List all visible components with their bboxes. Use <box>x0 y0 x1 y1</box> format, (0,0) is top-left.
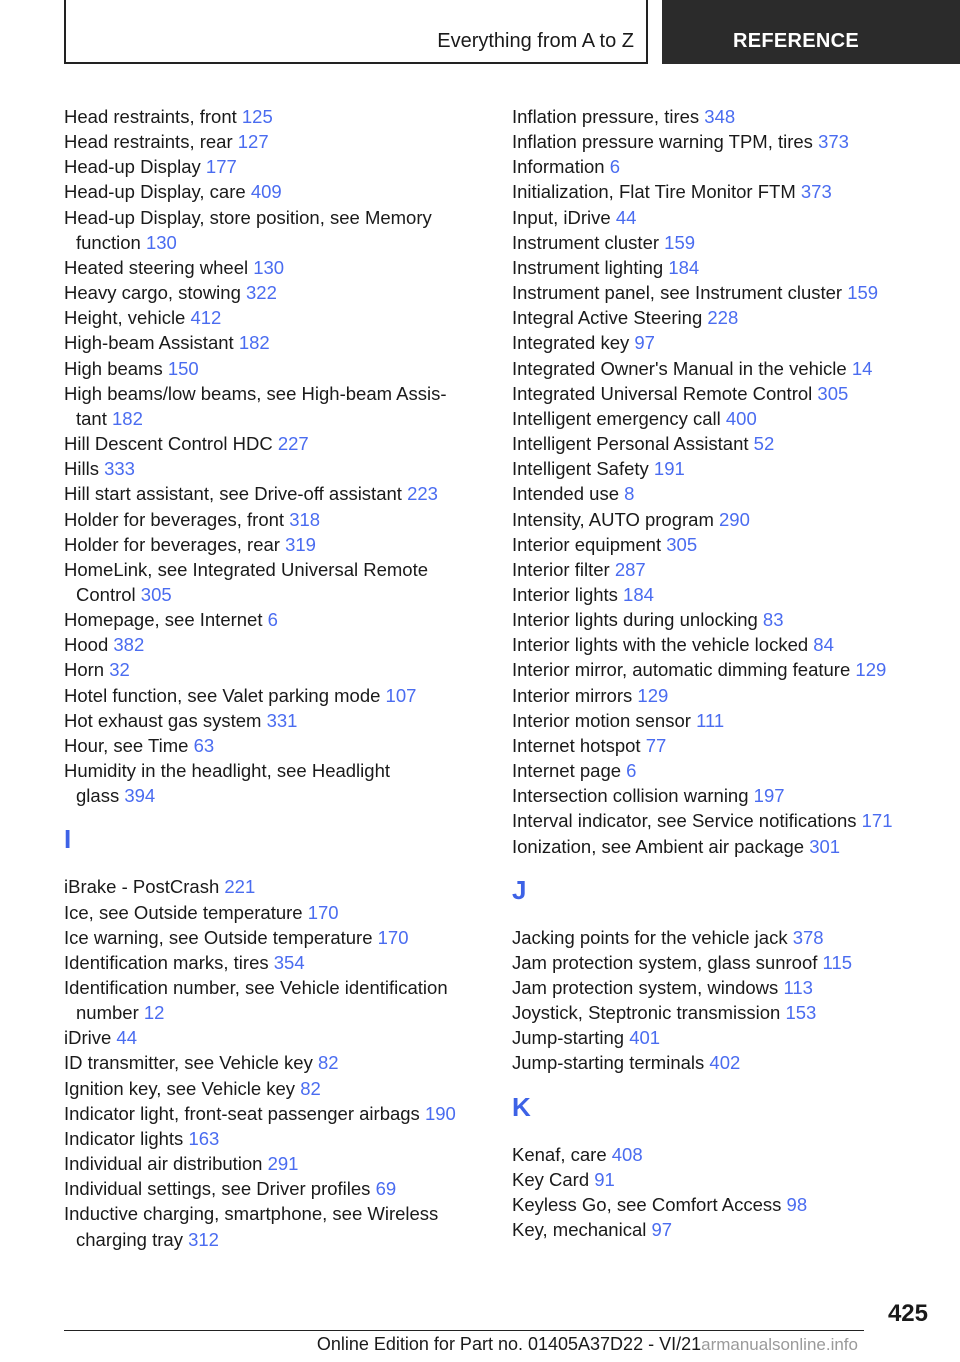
page-link[interactable]: 322 <box>246 282 277 304</box>
index-entry <box>512 1025 912 1050</box>
entry-text: Holder for beverages, rear <box>64 533 286 555</box>
entry-text: Hood <box>64 634 114 656</box>
entry-text: Integrated key <box>512 332 635 354</box>
section-letter: I <box>64 824 72 855</box>
entry-text: Interior lights with the vehicle locked <box>512 634 814 656</box>
page-link[interactable]: 150 <box>167 357 199 379</box>
page-link[interactable]: 182 <box>238 332 270 354</box>
entry-text: Interval indicator, see Service notifications <box>512 810 862 832</box>
page-link[interactable]: 97 <box>651 1219 673 1241</box>
page-link[interactable]: 184 <box>668 256 700 278</box>
index-entry <box>512 582 912 607</box>
page-link[interactable]: 130 <box>145 231 177 253</box>
index-entry <box>64 179 484 204</box>
page-link[interactable]: 184 <box>623 583 654 605</box>
index-entry <box>512 230 912 255</box>
entry-text: Internet hotspot <box>512 734 646 756</box>
entry-text: Interior lights <box>512 583 624 605</box>
entry-text: Interior motion sensor <box>512 709 697 731</box>
footer-watermark: armanualsonline.info <box>701 1335 858 1354</box>
page-link[interactable]: 12 <box>143 1002 165 1024</box>
page-link[interactable]: 228 <box>707 307 739 329</box>
index-entry <box>64 1126 484 1151</box>
page-link[interactable]: 32 <box>109 659 130 681</box>
index-entry <box>512 1217 912 1242</box>
index-entry <box>512 607 912 632</box>
index-entry <box>512 1167 912 1192</box>
page-link[interactable]: 129 <box>637 684 669 706</box>
entry-text: Input, iDrive <box>512 206 616 228</box>
entry-text: Jump-starting terminals <box>512 1052 710 1074</box>
page-link[interactable]: 291 <box>267 1153 299 1175</box>
page-link[interactable]: 125 <box>241 106 273 127</box>
index-entry <box>64 129 484 154</box>
page-link[interactable]: 348 <box>704 106 736 127</box>
index-entry <box>64 874 484 899</box>
page-link[interactable]: 412 <box>190 307 222 329</box>
page-link[interactable]: 191 <box>653 458 685 480</box>
index-entry <box>512 305 912 330</box>
entry-text: iDrive <box>64 1027 117 1049</box>
index-entry <box>512 330 912 355</box>
index-entry <box>512 255 912 280</box>
entry-text: Hot exhaust gas system <box>64 709 267 731</box>
entry-text: Intensity, AUTO program <box>512 508 720 530</box>
page-link[interactable]: 318 <box>289 508 321 530</box>
index-entry <box>64 356 484 381</box>
entry-text: tant <box>76 407 112 429</box>
page-link[interactable]: 6 <box>267 609 278 631</box>
page-link[interactable]: 77 <box>645 734 667 756</box>
entry-text: Internet page <box>512 760 627 782</box>
page-link[interactable]: 6 <box>609 156 620 178</box>
index-entry <box>64 1050 484 1075</box>
footer <box>0 1334 858 1355</box>
index-entry <box>64 632 484 657</box>
index-entry <box>64 900 484 925</box>
page-link[interactable]: 312 <box>188 1228 219 1250</box>
page-link[interactable]: 382 <box>113 634 145 656</box>
index-entry <box>64 657 484 682</box>
entry-text: Intended use <box>512 483 625 505</box>
page-link[interactable]: 44 <box>116 1027 137 1049</box>
page-link[interactable]: 305 <box>666 533 698 555</box>
index-entry <box>64 607 484 632</box>
page-link[interactable]: 301 <box>809 835 841 857</box>
entry-text: Instrument panel, see Instrument cluster <box>512 282 848 304</box>
index-entry <box>64 683 484 708</box>
entry-text: Hill start assistant, see Drive-off assistant <box>64 483 408 505</box>
entry-text: Jump-starting <box>512 1027 630 1049</box>
page-link[interactable]: 111 <box>696 709 725 731</box>
index-entry <box>512 481 912 506</box>
page-link[interactable]: 182 <box>112 407 143 429</box>
entry-text: Identification marks, tires <box>64 951 274 973</box>
page-link[interactable]: 177 <box>205 156 237 178</box>
entry-text: Interior mirror, automatic dimming feature <box>512 659 856 681</box>
header-reference-tab <box>662 0 960 64</box>
index-entry <box>512 406 912 431</box>
entry-text: Integral Active Steering <box>512 307 708 329</box>
entry-text: charging tray <box>76 1228 189 1250</box>
index-entry <box>512 975 912 1000</box>
page-link[interactable]: 8 <box>624 483 635 505</box>
entry-text: Keyless Go, see Comfort Access <box>512 1193 787 1215</box>
index-entry <box>512 758 912 783</box>
index-entry <box>64 950 484 975</box>
entry-text: function <box>76 231 146 253</box>
entry-text: Hills <box>64 458 105 480</box>
entry-text: Jam protection system, glass sunroof <box>512 951 823 973</box>
index-entry <box>512 1142 912 1167</box>
entry-text: ID transmitter, see Vehicle key <box>64 1052 318 1074</box>
entry-text: Instrument cluster <box>512 231 665 253</box>
entry-text: Humidity in the headlight, see Headlight <box>64 760 390 782</box>
index-entry <box>64 381 484 431</box>
index-entry <box>64 330 484 355</box>
page-link[interactable]: 305 <box>140 583 172 605</box>
page-link[interactable]: 163 <box>188 1127 220 1149</box>
entry-text: High beams <box>64 357 168 379</box>
entry-text: Head-up Display <box>64 156 206 178</box>
entry-text: Ice, see Outside temperature <box>64 901 308 923</box>
page-link[interactable]: 227 <box>277 433 309 455</box>
entry-text: Information <box>512 156 610 178</box>
index-entry <box>512 532 912 557</box>
entry-text: iBrake - PostCrash <box>64 876 225 898</box>
index-entry <box>64 1151 484 1176</box>
entry-text: High beams/low beams, see High-beam Assis- <box>64 382 447 404</box>
index-entry <box>64 280 484 305</box>
page-link[interactable]: 221 <box>224 876 256 898</box>
index-entry <box>64 1176 484 1201</box>
entry-text: number <box>76 1002 144 1024</box>
page-link[interactable]: 287 <box>614 558 646 580</box>
index-entry <box>64 255 484 280</box>
entry-text: Intersection collision warning <box>512 785 754 807</box>
entry-text: Instrument lighting <box>512 256 669 278</box>
entry-text: Ionization, see Ambient air package <box>512 835 810 857</box>
page-number: 425 <box>887 1300 928 1327</box>
index-entry <box>512 507 912 532</box>
footer-edition: Online Edition for Part no. 01405A37D22 - VI/21 <box>316 1334 702 1354</box>
entry-text: Ignition key, see Vehicle key <box>64 1077 301 1099</box>
entry-text: Identification number, see Vehicle identification <box>64 977 448 998</box>
entry-text: Head-up Display, store position, see Memory <box>64 206 432 228</box>
index-entry <box>512 808 912 833</box>
page-link[interactable]: 223 <box>407 483 438 505</box>
index-entry <box>64 733 484 758</box>
page-link[interactable]: 290 <box>719 508 750 530</box>
index-entry <box>512 1192 912 1217</box>
entry-text: Interior filter <box>512 558 615 580</box>
entry-text: Hill Descent Control HDC <box>64 433 278 455</box>
entry-text: Key, mechanical <box>512 1219 652 1241</box>
index-entry <box>64 154 484 179</box>
index-entry <box>64 1025 484 1050</box>
page-link[interactable]: 113 <box>783 977 813 998</box>
index-entry <box>512 205 912 230</box>
index-entry <box>64 532 484 557</box>
page-link[interactable]: 190 <box>424 1102 456 1124</box>
page-link[interactable]: 373 <box>818 131 849 153</box>
page-link[interactable]: 83 <box>762 609 784 631</box>
page-link[interactable]: 82 <box>300 1077 321 1099</box>
entry-text: Key Card <box>512 1168 595 1190</box>
page-link[interactable]: 331 <box>266 709 298 731</box>
index-entry <box>64 431 484 456</box>
entry-text: Heated steering wheel <box>64 256 254 278</box>
header-section-box <box>64 0 648 64</box>
index-entry <box>64 925 484 950</box>
entry-text: Horn <box>64 659 110 681</box>
entry-text: Hotel function, see Valet parking mode <box>64 684 386 706</box>
entry-text: Indicator light, front-seat passenger airbags <box>64 1102 425 1124</box>
index-entry <box>512 657 912 682</box>
index-entry <box>512 381 912 406</box>
entry-text: Intelligent Safety <box>512 458 654 480</box>
entry-text: glass <box>76 785 125 807</box>
index-entry <box>64 456 484 481</box>
entry-text: Control <box>76 583 141 605</box>
entry-text: Holder for beverages, front <box>64 508 290 530</box>
index-entry <box>512 356 912 381</box>
index-entry <box>512 783 912 808</box>
page-link[interactable]: 378 <box>792 926 824 948</box>
index-column-left <box>64 104 484 1252</box>
index-entry <box>512 104 912 129</box>
index-entry <box>64 975 484 1025</box>
page-link[interactable]: 400 <box>725 407 757 429</box>
entry-text: Head restraints, rear <box>64 131 238 153</box>
entry-text: Intelligent Personal Assistant <box>512 433 754 455</box>
index-entry <box>512 925 912 950</box>
index-entry <box>512 431 912 456</box>
page-link[interactable]: 130 <box>253 256 285 278</box>
section-letter: K <box>512 1091 531 1122</box>
entry-text: Indicator lights <box>64 1127 189 1149</box>
entry-text: Kenaf, care <box>512 1143 612 1165</box>
index-entry <box>64 1101 484 1126</box>
index-entry <box>64 507 484 532</box>
page-link[interactable]: 52 <box>753 433 775 455</box>
page-link[interactable]: 409 <box>250 181 282 203</box>
index-entry <box>64 205 484 255</box>
entry-text: Interior mirrors <box>512 684 638 706</box>
page-link[interactable]: 63 <box>193 734 215 756</box>
header-section-title: Everything from A to Z <box>437 30 634 52</box>
page-link[interactable]: 44 <box>615 206 637 228</box>
index-entry <box>512 1000 912 1025</box>
index-entry <box>512 456 912 481</box>
page-link[interactable]: 69 <box>375 1178 397 1200</box>
page-link[interactable]: 305 <box>817 382 849 404</box>
entry-text: Individual air distribution <box>64 1153 268 1175</box>
entry-text: Head restraints, front <box>64 106 242 127</box>
index-entry <box>64 481 484 506</box>
section-letter: J <box>512 874 527 905</box>
entry-text: Integrated Universal Remote Control <box>512 382 818 404</box>
page-link[interactable]: 159 <box>847 282 879 304</box>
page-link[interactable]: 170 <box>307 901 339 923</box>
entry-text: Initialization, Flat Tire Monitor FTM <box>512 181 801 203</box>
entry-text: Joystick, Steptronic transmission <box>512 1002 786 1024</box>
entry-text: HomeLink, see Integrated Universal Remote <box>64 558 429 580</box>
page-link[interactable]: 91 <box>594 1168 615 1190</box>
page-link[interactable]: 82 <box>317 1052 339 1074</box>
entry-text: Inductive charging, smartphone, see Wireless <box>64 1203 439 1225</box>
index-entry <box>64 1201 484 1251</box>
page-link[interactable]: 115 <box>822 951 853 973</box>
page-link[interactable]: 319 <box>285 533 316 555</box>
index-column-right <box>512 104 912 1242</box>
index-entry <box>64 708 484 733</box>
index-entry <box>512 1050 912 1075</box>
index-entry <box>512 154 912 179</box>
entry-text: Jacking points for the vehicle jack <box>512 926 793 948</box>
index-entry <box>512 129 912 154</box>
index-entry <box>512 557 912 582</box>
entry-text: Jam protection system, windows <box>512 977 784 998</box>
page-link[interactable]: 354 <box>273 951 305 973</box>
index-entry <box>64 758 484 808</box>
page-link[interactable]: 394 <box>124 785 156 807</box>
page-link[interactable]: 129 <box>855 659 887 681</box>
header-tab-label: REFERENCE <box>732 30 860 52</box>
page-link[interactable]: 159 <box>664 231 696 253</box>
entry-text: Interior lights during unlocking <box>512 609 763 631</box>
footer-rule <box>64 1330 864 1331</box>
entry-text: Inflation pressure, tires <box>512 106 705 127</box>
page-link[interactable]: 107 <box>385 684 417 706</box>
index-entry <box>64 557 484 607</box>
page-link[interactable]: 153 <box>785 1002 817 1024</box>
index-entry <box>512 179 912 204</box>
page-link[interactable]: 14 <box>851 357 873 379</box>
page-link[interactable]: 373 <box>800 181 832 203</box>
index-entry <box>512 733 912 758</box>
index-entry <box>512 280 912 305</box>
index-entry <box>64 305 484 330</box>
page-link[interactable]: 171 <box>861 810 893 832</box>
index-entry <box>512 834 912 859</box>
index-entry <box>512 708 912 733</box>
entry-text: Individual settings, see Driver profiles <box>64 1178 376 1200</box>
entry-text: Ice warning, see Outside temperature <box>64 926 378 948</box>
index-entry <box>512 683 912 708</box>
page-link[interactable]: 170 <box>377 926 409 948</box>
entry-text: Homepage, see Internet <box>64 609 268 631</box>
index-entry <box>512 632 912 657</box>
page-link[interactable]: 98 <box>786 1193 808 1215</box>
index-entry <box>64 1076 484 1101</box>
page-link[interactable]: 97 <box>634 332 655 354</box>
entry-text: Height, vehicle <box>64 307 191 329</box>
entry-text: Interior equipment <box>512 533 667 555</box>
entry-text: Inflation pressure warning TPM, tires <box>512 131 819 153</box>
page-link[interactable]: 127 <box>237 131 269 153</box>
entry-text: Heavy cargo, stowing <box>64 282 247 304</box>
entry-text: High-beam Assistant <box>64 332 239 354</box>
entry-text: Intelligent emergency call <box>512 407 726 429</box>
entry-text: Head-up Display, care <box>64 181 251 203</box>
page-link[interactable]: 401 <box>629 1027 661 1049</box>
index-entry <box>512 950 912 975</box>
page-link[interactable]: 333 <box>104 458 135 480</box>
index-entry <box>64 104 484 129</box>
page-link[interactable]: 408 <box>611 1143 643 1165</box>
page-link[interactable]: 402 <box>709 1052 741 1074</box>
entry-text: Hour, see Time <box>64 734 194 756</box>
page-link[interactable]: 6 <box>626 760 637 782</box>
page-link[interactable]: 197 <box>753 785 785 807</box>
entry-text: Integrated Owner's Manual in the vehicle <box>512 357 852 379</box>
page-link[interactable]: 84 <box>813 634 834 656</box>
